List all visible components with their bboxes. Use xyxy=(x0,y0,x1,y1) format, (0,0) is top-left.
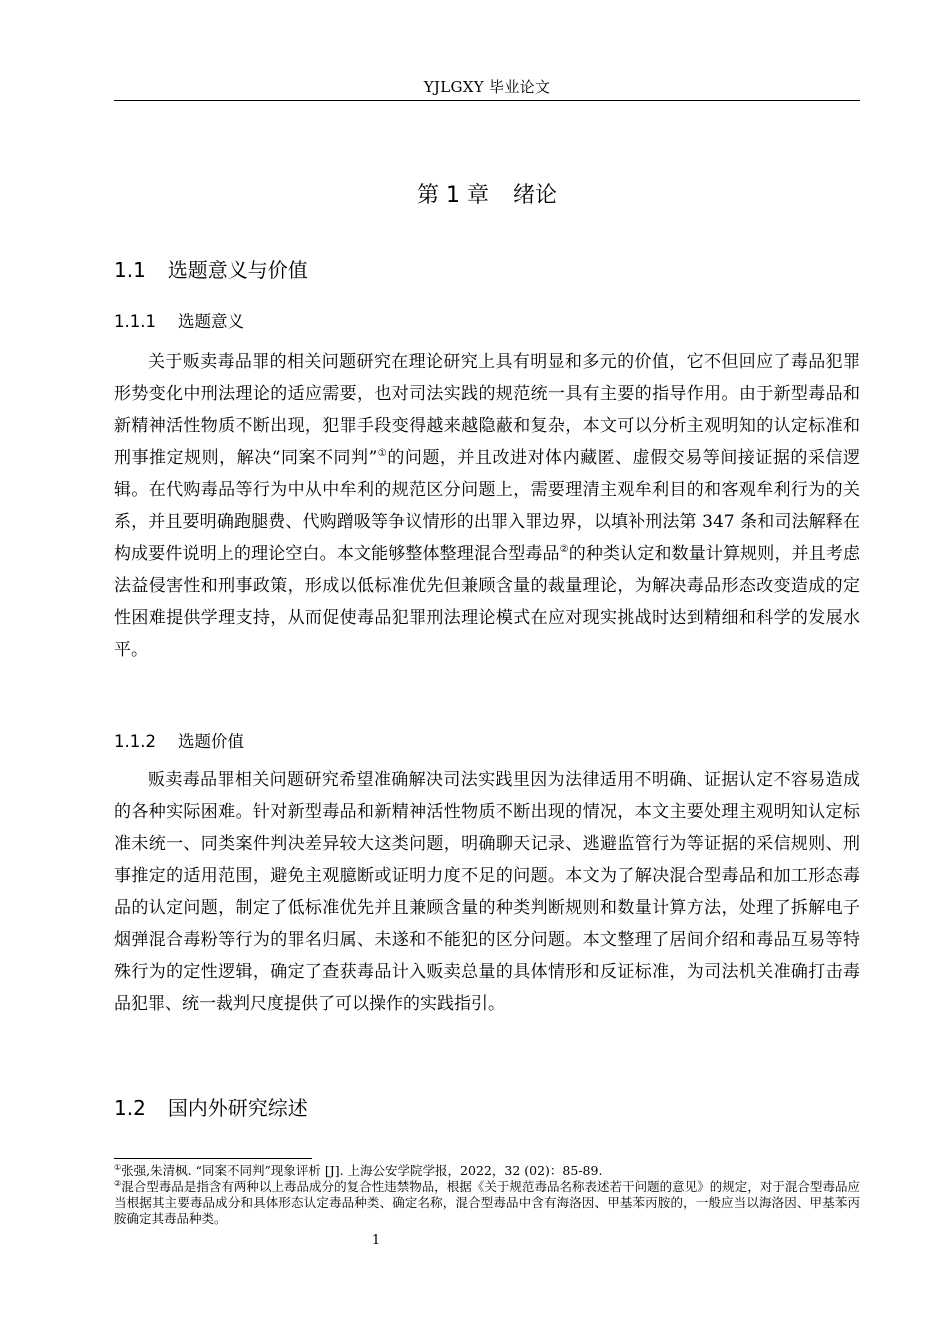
section-heading-1-2 xyxy=(114,1092,308,1121)
subsection-heading-1-1-1 xyxy=(114,308,244,332)
subsection-number: 1.1.1 xyxy=(114,312,156,331)
section-number: 1.1 xyxy=(114,258,146,282)
footnotes xyxy=(114,1163,860,1227)
running-header: YJLGXY 毕业论文 xyxy=(423,78,551,96)
section-title: 国内外研究综述 xyxy=(167,1096,308,1120)
paragraph-text: 的问题，并且改进对体内藏匿、虚假交易等间接证据的采信逻辑。在代购毒品等行为中从中牟利的规范区分问题上，需要理清主观牟利目的和客观牟利行为的关系，并且要明确跑腿费、代购蹭吸等争议情形的出罪入罪边界，以填补刑法第 347 条和司法解释在构成要件说明上的理论空白。本文能够整体整理混合型毒品 xyxy=(114,448,861,564)
subsection-number: 1.1.2 xyxy=(114,732,156,751)
paragraph-text: 关于贩卖毒品罪的相关问题研究在理论研究上具有明显和多元的价值，它不但回应了毒品犯罪形势变化中刑法理论的适应需要，也对司法实践的规范统一具有主要的指导作用。由于新型毒品和新精神活性物质不断出现，犯罪手段变得越来越隐蔽和复杂，本文可以分析主观明知的认定标准和刑事推定规则，解决“同案不同判” xyxy=(114,352,860,468)
paragraph-significance xyxy=(114,346,860,666)
subsection-title: 选题意义 xyxy=(177,312,244,331)
paragraph-text: 的种类认定和数量计算规则，并且考虑法益侵害性和刑事政策，形成以低标准优先但兼顾含量的裁量理论，为解决毒品形态改变造成的定性困难提供学理支持，从而促使毒品犯罪刑法理论模式在应对现实挑战时达到精细和科学的发展水平。 xyxy=(114,544,861,660)
section-heading-1-1 xyxy=(114,254,308,283)
paragraph-value: 贩卖毒品罪相关问题研究希望准确解决司法实践里因为法律适用不明确、证据认定不容易造成的各种实际困难。针对新型毒品和新精神活性物质不断出现的情况，本文主要处理主观明知认定标准未统一、同类案件判决差异较大这类问题，明确聊天记录、逃避监管行为等证据的采信规则、刑事推定的适用范围，避免主观臆断或证明力度不足的问题。本文为了解决混合型毒品和加工形态毒品的认定问题，制定了低标准优先并且兼顾含量的种类判断规则和数量计算方法，处理了拆解电子烟弹混合毒粉等行为的罪名归属、未遂和不能犯的区分问题。本文整理了居间介绍和毒品互易等特殊行为的定性逻辑，确定了查获毒品计入贩卖总量的具体情形和反证标准，为司法机关准确打击毒品犯罪、统一裁判尺度提供了可以操作的实践指引。 xyxy=(114,770,860,1014)
page-number: 1 xyxy=(371,1233,381,1248)
section-number: 1.2 xyxy=(114,1096,146,1120)
footnote-mark: ① xyxy=(114,1163,122,1172)
section-title: 选题意义与价值 xyxy=(167,258,308,282)
footnote-mark: ② xyxy=(114,1179,122,1188)
footnote-1 xyxy=(114,1163,860,1179)
footnote-ref-1[interactable]: ① xyxy=(377,448,388,459)
footnote-text: 张强,朱清枫. “同案不同判”现象评析 [J]. 上海公安学院学报，2022，32 (02)：85-89. xyxy=(121,1163,603,1178)
footnote-ref-2[interactable]: ② xyxy=(559,544,569,555)
subsection-title: 选题价值 xyxy=(177,732,244,751)
subsection-heading-1-1-2 xyxy=(114,728,244,752)
footnote-text: 混合型毒品是指含有两种以上毒品成分的复合性违禁物品，根据《关于规范毒品名称表述若干问题的意见》的规定，对于混合型毒品应当根据其主要毒品成分和具体形态认定毒品种类、确定名称，混合型毒品中含有海洛因、甲基苯丙胺的，一般应当以海洛因、甲基苯丙胺确定其毒品种类。 xyxy=(114,1179,860,1226)
header-rule xyxy=(114,100,860,101)
footnote-2 xyxy=(114,1179,860,1227)
chapter-number: 第 1 章 xyxy=(417,183,489,208)
chapter-title xyxy=(114,178,860,209)
chapter-name: 绪论 xyxy=(512,183,557,208)
footnote-separator xyxy=(114,1158,312,1159)
